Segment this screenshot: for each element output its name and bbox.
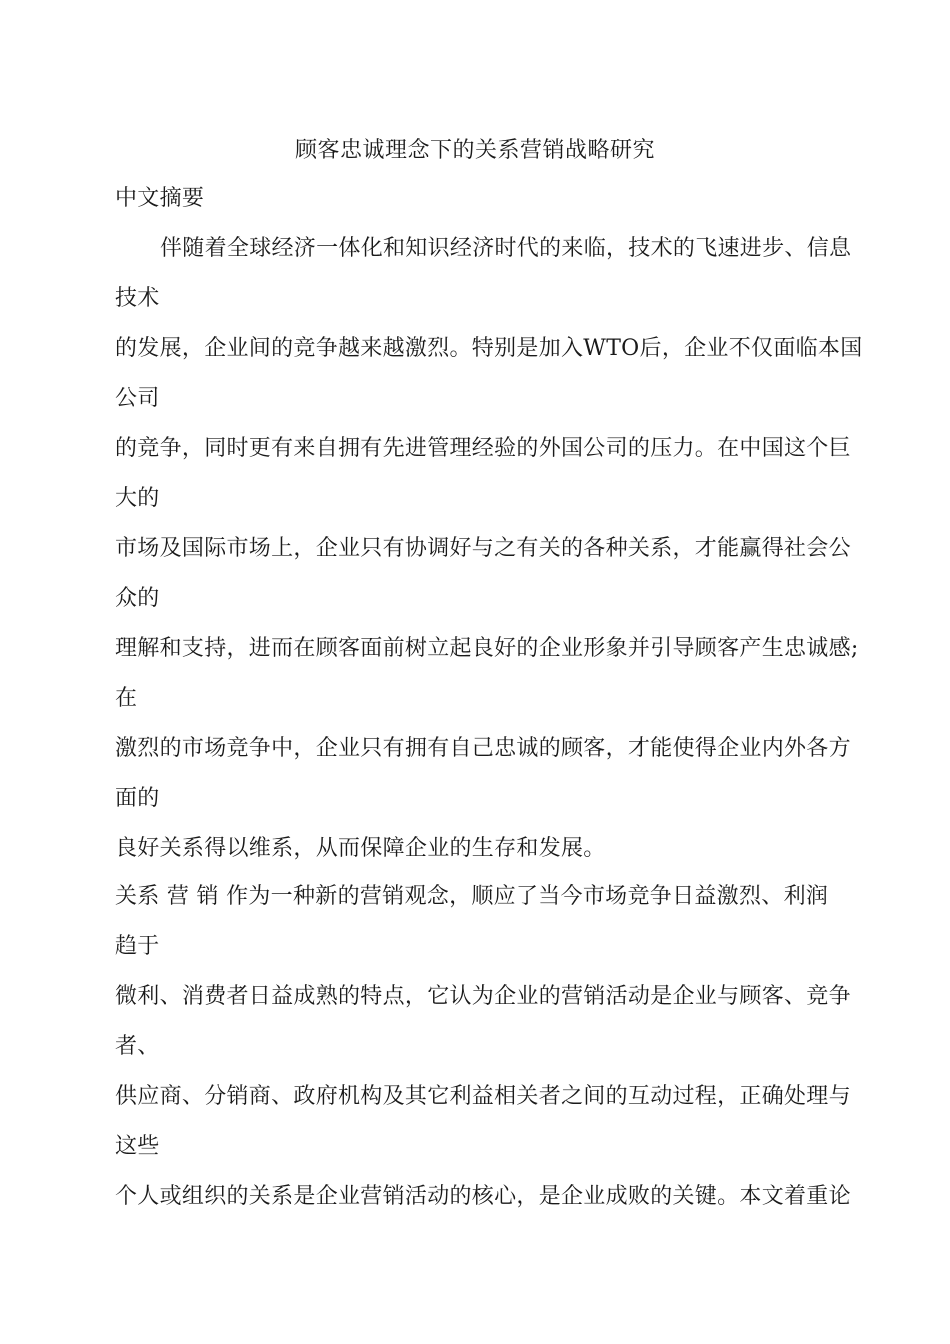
text-line: 激烈的市场竞争中，企业只有拥有自己忠诚的顾客，才能使得企业内外各方	[115, 736, 851, 761]
text-line: 者、	[115, 1034, 160, 1059]
text-line: 微利、消费者日益成熟的特点，它认为企业的营销活动是企业与顾客、竞争	[115, 984, 851, 1009]
text-line: 理解和支持，进而在顾客面前树立起良好的企业形象并引导顾客产生忠诚感;	[115, 636, 859, 661]
text-line: 市场及国际市场上，企业只有协调好与之有关的各种关系，才能赢得社会公	[115, 536, 851, 561]
text-line: 在	[115, 686, 138, 711]
text-line: 的发展，企业间的竞争越来越激烈。特别是加入WTO后，企业不仅面临本国	[115, 336, 863, 361]
text-line: 技术	[115, 286, 160, 311]
section-heading: 中文摘要	[115, 186, 205, 211]
text-line: 个人或组织的关系是企业营销活动的核心，是企业成败的关键。本文着重论	[115, 1184, 851, 1209]
text-line: 大的	[115, 486, 160, 511]
document-title: 顾客忠诚理念下的关系营销战略研究	[294, 138, 655, 163]
text-line: 这些	[115, 1134, 160, 1159]
text-line: 良好关系得以维系，从而保障企业的生存和发展。	[115, 836, 606, 861]
text-line: 关系 营 销 作为一种新的营销观念，顺应了当今市场竞争日益激烈、利润	[115, 884, 829, 909]
text-line: 趋于	[115, 934, 160, 959]
text-line: 公司	[115, 386, 160, 411]
text-line: 供应商、分销商、政府机构及其它利益相关者之间的互动过程，正确处理与	[115, 1084, 851, 1109]
text-line: 伴随着全球经济一体化和知识经济时代的来临，技术的飞速进步、信息	[160, 236, 852, 261]
text-line: 面的	[115, 786, 160, 811]
text-line: 的竞争，同时更有来自拥有先进管理经验的外国公司的压力。在中国这个巨	[115, 436, 851, 461]
text-line: 众的	[115, 586, 160, 611]
